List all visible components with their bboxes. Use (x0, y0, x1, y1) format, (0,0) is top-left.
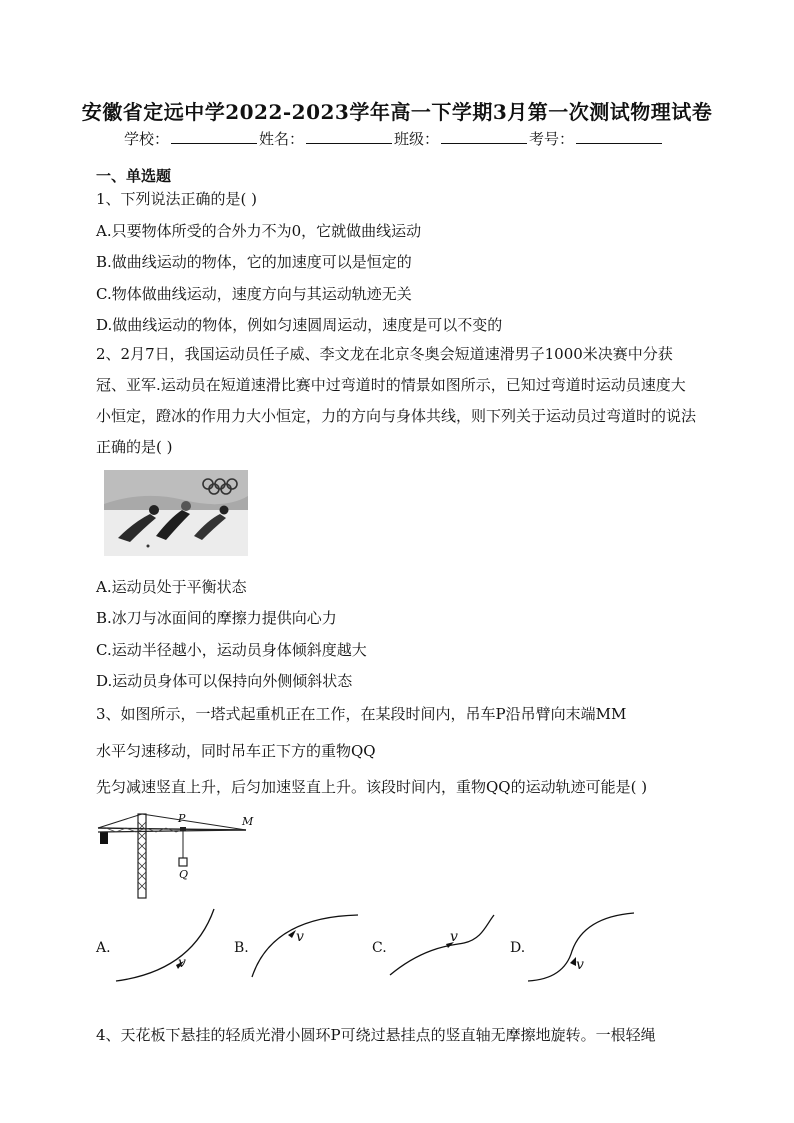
velocity-label: v (178, 955, 186, 971)
class-blank[interactable] (441, 129, 527, 144)
trajectory-c[interactable] (386, 905, 498, 987)
q1-option-d: D.做曲线运动的物体，例如匀速圆周运动，速度是可以不变的 (96, 316, 503, 334)
q3-option-c-label: C. (372, 940, 387, 956)
crane-diagram (96, 812, 256, 902)
velocity-label: v (450, 929, 458, 945)
page-title: 安徽省定远中学2022-2023学年高一下学期3月第一次测试物理试卷 (81, 100, 713, 124)
q2-option-a: A.运动员处于平衡状态 (96, 578, 247, 596)
trajectory-b[interactable] (248, 905, 364, 987)
q2-option-b: B.冰刀与冰面间的摩擦力提供向心力 (96, 609, 337, 627)
trajectory-a[interactable] (112, 905, 220, 987)
q3-option-b-label: B. (234, 940, 249, 956)
number-blank[interactable] (576, 129, 662, 144)
name-blank[interactable] (306, 129, 392, 144)
school-label: 学校： (124, 130, 170, 148)
section-heading: 一、单选题 (96, 167, 172, 185)
q1-option-c: C.物体做曲线运动，速度方向与其运动轨迹无关 (96, 285, 412, 303)
q3-line-3: 先匀减速竖直上升，后匀加速竖直上升。该段时间内，重物QQ的运动轨迹可能是( ) (96, 778, 648, 796)
q4-stem: 4、天花板下悬挂的轻质光滑小圆环P可绕过悬挂点的竖直轴无摩擦地旋转。一根轻绳 (96, 1026, 656, 1044)
speed-skating-photo (104, 470, 248, 556)
q3-option-a-label: A. (96, 940, 111, 956)
class-label: 班级： (394, 130, 440, 148)
q3-line-2: 水平匀速移动，同时吊车正下方的重物QQ (96, 742, 376, 760)
velocity-label: v (296, 929, 304, 945)
school-blank[interactable] (171, 129, 257, 144)
q1-option-b: B.做曲线运动的物体，它的加速度可以是恒定的 (96, 253, 412, 271)
q2-stem: 2、2月7日，我国运动员任子威、李文龙在北京冬奥会短道速滑男子1000米决赛中分获冠、亚军.运动员在短道速滑比赛中过弯道时的情景如图所示，已知过弯道时运动员速度大小恒定，蹬冰的作用力大小恒定，力的方向与身体共线，则下列关于运动员过弯道时的说法正确的是( ) (96, 345, 697, 456)
velocity-label: v (576, 957, 584, 973)
q2-option-d: D.运动员身体可以保持向外侧倾斜状态 (96, 672, 353, 690)
q3-option-d-label: D. (510, 940, 526, 956)
crane-label-p: P (178, 812, 186, 825)
crane-label-q: Q (179, 868, 189, 881)
name-label: 姓名： (259, 130, 305, 148)
q1-option-a: A.只要物体所受的合外力不为0，它就做曲线运动 (96, 222, 422, 240)
number-label: 考号： (529, 130, 575, 148)
q2-option-c: C.运动半径越小，运动员身体倾斜度越大 (96, 641, 367, 659)
crane-label-m: M (242, 815, 254, 828)
trajectory-d[interactable] (524, 905, 640, 987)
q1-stem: 1、下列说法正确的是( ) (96, 190, 258, 208)
student-info-line (124, 128, 664, 149)
q3-line-1: 3、如图所示，一塔式起重机正在工作，在某段时间内，吊车P沿吊臂向末端MM (96, 705, 627, 723)
